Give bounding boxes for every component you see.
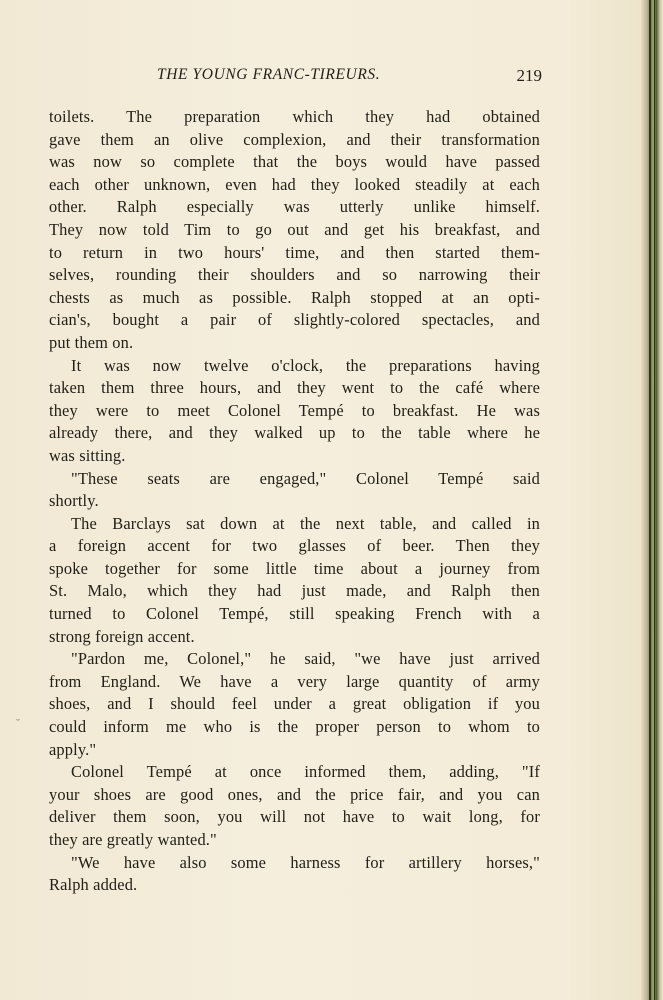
page-header [48, 66, 542, 90]
text-line: deliver them soon, you will not have to wait long, for [49, 807, 540, 827]
gutter-line [649, 0, 651, 1000]
text-line: St. Malo, which they had just made, and Ralph then [49, 581, 540, 601]
text-line: "We have also some harness for artillery horses," [71, 852, 540, 872]
text-line: to return in two hours' time, and then started them- [49, 242, 540, 262]
text-line: spoke together for some little time about a journey from [49, 558, 540, 578]
margin-mark: ˘ [16, 716, 20, 730]
text-line: "These seats are engaged," Colonel Tempé said [71, 468, 540, 488]
text-line: apply." [49, 739, 97, 759]
text-line: shoes, and I should feel under a great obligation if you [49, 694, 540, 714]
text-line: they were to meet Colonel Tempé to breakfast. He was [49, 400, 540, 420]
book-gutter [641, 0, 663, 1000]
text-line: Ralph added. [49, 875, 138, 895]
text-line: shortly. [49, 491, 99, 511]
text-line: It was now twelve o'clock, the preparations having [71, 355, 540, 375]
text-line: The Barclays sat down at the next table, and called in [71, 513, 540, 533]
text-line: other. Ralph especially was utterly unlike himself. [49, 197, 540, 217]
text-line: already there, and they walked up to the table where he [49, 423, 540, 443]
text-line: "Pardon me, Colonel," he said, "we have just arrived [71, 649, 540, 669]
text-line: they are greatly wanted." [49, 830, 217, 849]
text-line: selves, rounding their shoulders and so narrowing their [49, 265, 540, 285]
text-line: strong foreign accent. [49, 626, 195, 646]
text-line: Colonel Tempé at once informed them, adding, "If [71, 762, 540, 782]
text-line: each other unknown, even had they looked steadily at each [49, 174, 540, 194]
text-line: turned to Colonel Tempé, still speaking French with a [49, 604, 540, 624]
text-line: was now so complete that the boys would have passed [49, 152, 540, 172]
text-line: your shoes are good ones, and the price fair, and you can [49, 784, 540, 804]
text-line: was sitting. [49, 445, 126, 465]
text-line: from England. We have a very large quantity of army [49, 671, 540, 691]
page-number: 219 [516, 66, 542, 85]
text-line: taken them three hours, and they went to the café where [49, 378, 540, 398]
text-line: gave them an olive complexion, and their transformation [49, 129, 540, 149]
text-line: put them on. [49, 332, 134, 352]
gutter-line [654, 0, 655, 1000]
text-line: could inform me who is the proper person to whom to [49, 717, 540, 737]
text-line: a foreign accent for two glasses of beer. Then they [49, 536, 540, 556]
body-text [49, 106, 540, 897]
text-line: cian's, bought a pair of slightly-colored spectacles, and [49, 310, 540, 330]
text-line: chests as much as possible. Ralph stopped at an opti- [49, 287, 540, 307]
text-line: They now told Tim to go out and get his breakfast, and [49, 219, 540, 239]
running-head: THE YOUNG FRANC-TIREURS. [157, 66, 381, 83]
text-line: toilets. The preparation which they had obtained [49, 107, 540, 126]
